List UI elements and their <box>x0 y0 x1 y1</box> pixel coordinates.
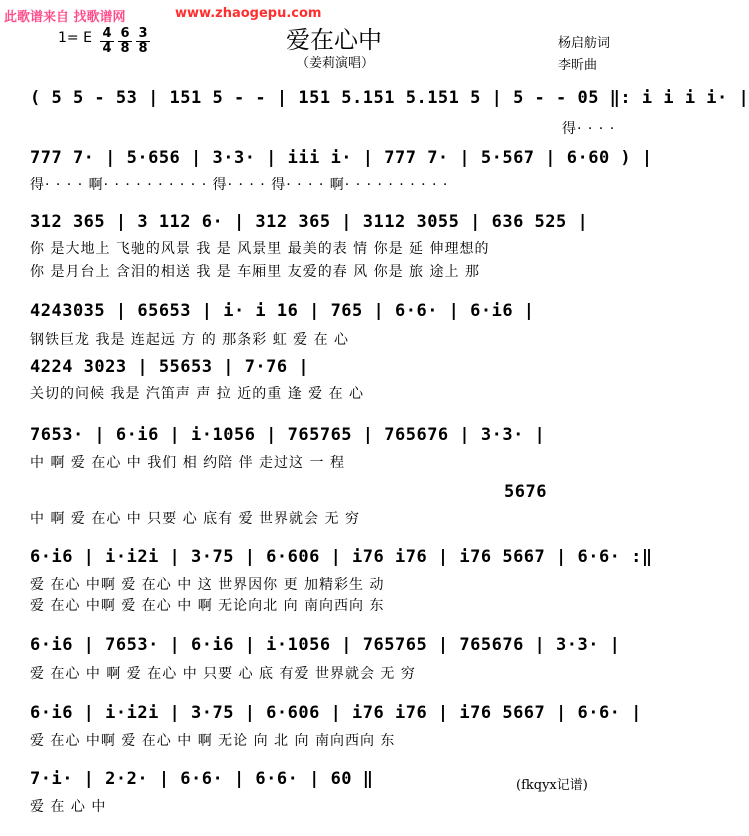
lyric-row: 你 是月台上 含泪的相送 我 是 车厢里 友爱的春 风 你是 旅 途上 那 <box>30 264 480 280</box>
key-signature: 1= E <box>58 30 92 46</box>
time-signature-bottom: 8 <box>120 41 130 56</box>
notation-row: 4243035 | 65653 | i· i 16 | 765 | 6·6· | 6·i6 | <box>30 301 535 321</box>
notation-row: 777 7· | 5·656 | 3·3· | iii i· | 777 7· | 5·567 | 6·60 ) | <box>30 148 653 168</box>
lyric-row: 关切的问候 我是 汽笛声 声 拉 近的重 逢 爱 在 心 <box>30 386 365 402</box>
lyric-row: 中 啊 爱 在心 中 我们 相 约陪 伴 走过这 一 程 <box>30 455 345 471</box>
lyricist: 杨启舫词 <box>558 36 611 51</box>
notation-row: 7653· | 6·i6 | i·1056 | 765765 | 765676 | 3·3· | <box>30 425 546 445</box>
time-signature-bottom: 4 <box>102 41 112 56</box>
notation-row: 7·i· | 2·2· | 6·6· | 6·6· | 60 ‖ <box>30 769 374 789</box>
time-signature <box>136 28 150 55</box>
lyric-row: 爱 在心 中啊 爱 在心 中 啊 无论 向 北 向 南向西向 东 <box>30 733 396 749</box>
time-signature <box>118 28 132 55</box>
watermark-url: www.zhaogepu.com <box>175 6 322 21</box>
transcriber-credit: (fkqyx记谱) <box>516 778 588 793</box>
lyric-row: 你 是大地上 飞驰的风景 我 是 风景里 最美的表 情 你是 延 伸理想的 <box>30 241 490 257</box>
notation-row: 6·i6 | i·i2i | 3·75 | 6·606 | i76 i76 | i76 5667 | 6·6· :‖ <box>30 547 653 567</box>
notation-row: ( 5 5 - 53 | 151 5 - - | 151 5.151 5.151 5 | 5 - - 05 ‖: i i i i· | <box>30 88 749 108</box>
lyric-row: 爱 在心 中 啊 爱 在心 中 只要 心 底 有爱 世界就会 无 穷 <box>30 666 416 682</box>
notation-row: 5676 <box>504 482 547 502</box>
time-signature <box>100 28 114 55</box>
lyric-row: 得· · · · 啊· · · · · · · · · · 得· · · · 得· · · · 啊· · · · · · · · · · <box>30 177 449 193</box>
lyric-row: 得· · · · <box>562 121 616 137</box>
lyric-row: 爱 在 心 中 <box>30 799 107 815</box>
time-signature-top: 3 <box>138 26 148 41</box>
time-signature-top: 6 <box>120 26 130 41</box>
notation-row: 4224 3023 | 55653 | 7·76 | <box>30 357 310 377</box>
lyric-row: 钢铁巨龙 我是 连起远 方 的 那条彩 虹 爱 在 心 <box>30 332 350 348</box>
lyric-row: 爱 在心 中啊 爱 在心 中 啊 无论向北 向 南向西向 东 <box>30 598 385 614</box>
composer: 李昕曲 <box>558 58 598 73</box>
notation-row: 312 365 | 3 112 6· | 312 365 | 3112 3055 | 636 525 | <box>30 212 589 232</box>
notation-row: 6·i6 | 7653· | 6·i6 | i·1056 | 765765 | 765676 | 3·3· | <box>30 635 621 655</box>
lyric-row: 爱 在心 中啊 爱 在心 中 这 世界因你 更 加精彩生 动 <box>30 577 385 593</box>
notation-row: 6·i6 | i·i2i | 3·75 | 6·606 | i76 i76 | i76 5667 | 6·6· | <box>30 703 642 723</box>
song-title: 爱在心中 <box>286 26 382 54</box>
time-signature-bottom: 8 <box>138 41 148 56</box>
time-signature-top: 4 <box>102 26 112 41</box>
lyric-row: 中 啊 爱 在心 中 只要 心 底有 爱 世界就会 无 穷 <box>30 511 360 527</box>
performer: （姜莉演唱） <box>296 56 375 71</box>
watermark-site-name: 此歌谱来自 找歌谱网 <box>4 10 126 25</box>
